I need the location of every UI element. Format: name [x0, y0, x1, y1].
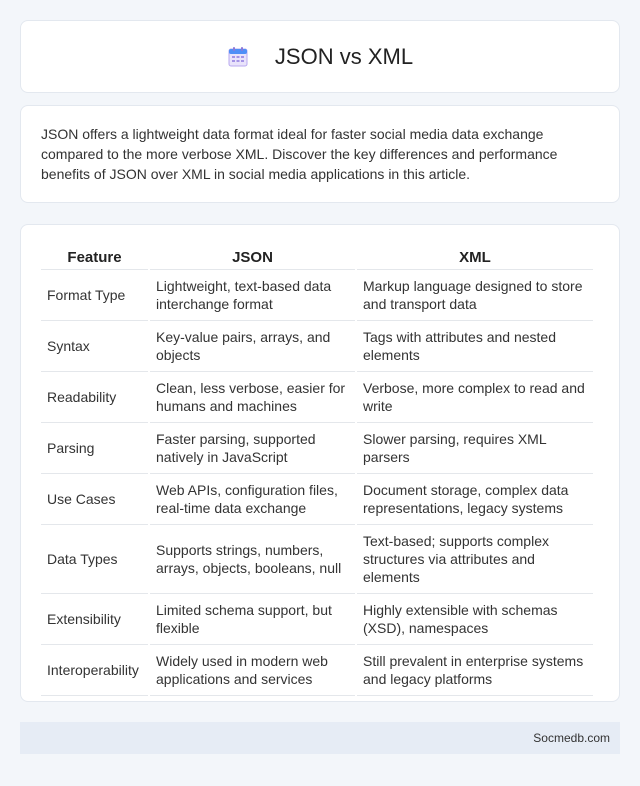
feature-cell: Parsing — [41, 423, 148, 474]
json-cell: Web APIs, configuration files, real-time data exchange — [150, 474, 355, 525]
table-row — [41, 423, 593, 474]
xml-cell: Still prevalent in enterprise systems and legacy platforms — [357, 645, 593, 696]
header-feature: Feature — [41, 245, 148, 270]
json-cell: Supports strings, numbers, arrays, objects, booleans, null — [150, 525, 355, 594]
xml-cell: Text-based; supports complex structures via attributes and elements — [357, 525, 593, 594]
xml-cell: Document storage, complex data representations, legacy systems — [357, 474, 593, 525]
xml-cell: Highly extensible with schemas (XSD), namespaces — [357, 594, 593, 645]
feature-cell: Syntax — [41, 321, 148, 372]
feature-cell: Readability — [41, 372, 148, 423]
feature-cell: Interoperability — [41, 645, 148, 696]
json-cell: Limited schema support, but flexible — [150, 594, 355, 645]
footer-site-name: Socmedb.com — [533, 731, 610, 745]
table-row — [41, 321, 593, 372]
table-row — [41, 525, 593, 594]
xml-cell: Tags with attributes and nested elements — [357, 321, 593, 372]
table-row — [41, 372, 593, 423]
table-row — [41, 645, 593, 696]
table-header-row — [41, 245, 593, 270]
header-json: JSON — [150, 245, 355, 270]
json-cell: Key-value pairs, arrays, and objects — [150, 321, 355, 372]
intro-card — [20, 105, 620, 203]
xml-cell: Slower parsing, requires XML parsers — [357, 423, 593, 474]
title-card — [20, 20, 620, 93]
xml-cell: Verbose, more complex to read and write — [357, 372, 593, 423]
xml-cell: Markup language designed to store and transport data — [357, 270, 593, 321]
footer — [20, 722, 620, 754]
json-cell: Widely used in modern web applications and services — [150, 645, 355, 696]
intro-text: JSON offers a lightweight data format ideal for faster social media data exchange compared to the more verbose XML. Discover the key differences and performance benefits of JSON over XML in social media applications in this article. — [41, 126, 558, 182]
feature-cell: Data Types — [41, 525, 148, 594]
json-cell: Clean, less verbose, easier for humans and machines — [150, 372, 355, 423]
page-title: JSON vs XML — [274, 43, 414, 69]
comparison-card — [20, 224, 620, 702]
header-xml: XML — [357, 245, 593, 270]
table-row — [41, 594, 593, 645]
table-row — [41, 474, 593, 525]
feature-cell: Use Cases — [41, 474, 148, 525]
comparison-table — [39, 245, 595, 696]
feature-cell: Extensibility — [41, 594, 148, 645]
json-cell: Lightweight, text-based data interchange format — [150, 270, 355, 321]
table-row — [41, 270, 593, 321]
json-cell: Faster parsing, supported natively in JavaScript — [150, 423, 355, 474]
feature-cell: Format Type — [41, 270, 148, 321]
calendar-icon — [227, 46, 249, 68]
